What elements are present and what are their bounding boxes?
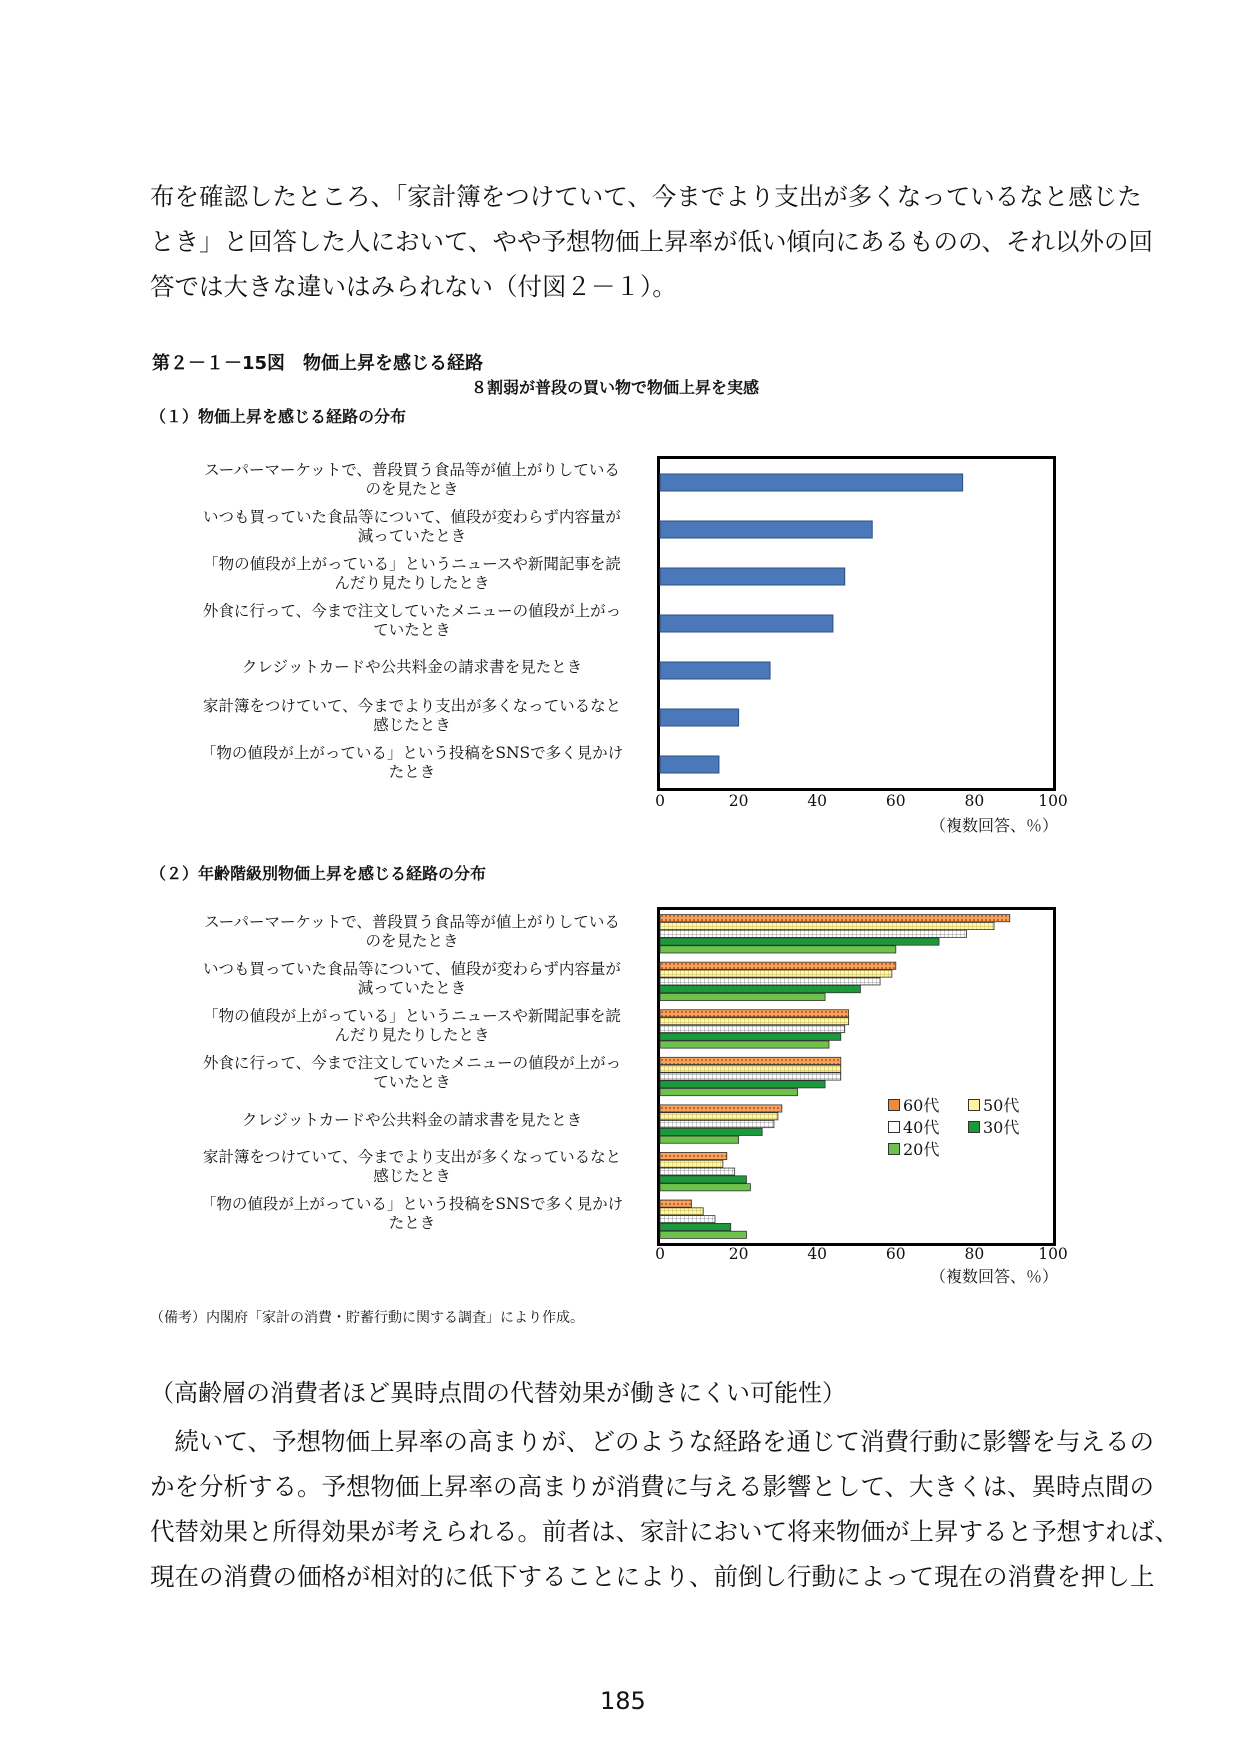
bar: [660, 1057, 841, 1064]
bar: [660, 1223, 731, 1230]
intro-paragraph: [150, 174, 1154, 309]
legend-item-30s: 30代: [968, 1117, 1019, 1139]
category-label: いつも買っていた食品等について、値段が変わらず内容量が 減っていたとき: [203, 508, 621, 545]
panel1-title: （１）物価上昇を感じる経路の分布: [150, 407, 407, 426]
bar: [660, 1041, 829, 1048]
panel2-title: （２）年齢階級別物価上昇を感じる経路の分布: [150, 864, 487, 883]
bar: [660, 1010, 849, 1017]
figure-source-note: （備考）内閣府「家計の消費・貯蓄行動に関する調査」により作成。: [150, 1310, 584, 1326]
body-line: かを分析する。予想物価上昇率の高まりが消費に与える影響として、大きくは、異時点間の: [150, 1472, 1155, 1501]
category-label: 家計簿をつけていて、今までより支出が多くなっているなと 感じたとき: [202, 1148, 622, 1185]
panel2-plot-area: [657, 907, 1056, 1246]
bar: [660, 568, 845, 585]
bar: [660, 970, 892, 977]
bar: [660, 1065, 841, 1072]
legend-swatch: [888, 1121, 900, 1133]
body-line: 現在の消費の価格が相対的に低下することにより、前倒し行動によって現在の消費を押し上: [150, 1562, 1155, 1591]
category-label: 外食に行って、今まで注文していたメニューの値段が上がっ ていたとき: [202, 602, 622, 639]
x-tick-label: 80: [964, 1245, 985, 1263]
bar: [660, 474, 963, 491]
body-line: 続いて、予想物価上昇率の高まりが、どのような経路を通じて消費行動に影響を与えるの: [150, 1427, 1155, 1456]
category-label: クレジットカードや公共料金の請求書を見たとき: [241, 1111, 583, 1129]
bar: [660, 1216, 715, 1223]
panel1-unit-label: （複数回答、％）: [930, 816, 1059, 835]
legend-item-40s: 40代: [888, 1117, 939, 1139]
bar: [660, 1073, 841, 1080]
category-label: 家計簿をつけていて、今までより支出が多くなっているなと 感じたとき: [202, 697, 622, 734]
category-label: 「物の値段が上がっている」という投稿をSNSで多く見かけ たとき: [200, 1195, 624, 1232]
category-label: スーパーマーケットで、普段買う食品等が値上がりしている のを見たとき: [204, 461, 620, 498]
x-tick-label: 60: [885, 792, 906, 810]
bar: [660, 1136, 739, 1143]
bar: [660, 1128, 762, 1135]
x-tick-label: 20: [728, 792, 749, 810]
bar: [660, 709, 739, 726]
x-tick-label: 60: [885, 1245, 906, 1263]
legend-item-50s: 50代: [968, 1095, 1019, 1117]
legend-swatch: [968, 1121, 980, 1133]
intro-line: とき」と回答した人において、やや予想物価上昇率が低い傾向にあるものの、それ以外の回: [150, 227, 1154, 256]
bar: [660, 1168, 735, 1175]
category-label: いつも買っていた食品等について、値段が変わらず内容量が 減っていたとき: [203, 960, 621, 997]
bar: [660, 1033, 841, 1040]
panel2-chart: [660, 910, 1053, 1243]
x-tick-label: 0: [655, 1245, 665, 1263]
x-tick-label: 100: [1038, 1245, 1068, 1263]
bar: [660, 1025, 845, 1032]
intro-line: 答では大きな違いはみられない（付図２－１）。: [150, 272, 677, 301]
body-paragraph: [150, 1419, 1179, 1599]
x-tick-label: 0: [655, 792, 665, 810]
section-heading: （高齢層の消費者ほど異時点間の代替効果が働きにくい可能性）: [150, 1379, 846, 1407]
legend-item-60s: 60代: [888, 1095, 939, 1117]
panel1-plot-area: [657, 456, 1056, 791]
bar: [660, 756, 719, 773]
bar: [660, 662, 770, 679]
panel2-unit-label: （複数回答、％）: [930, 1267, 1059, 1286]
page-number: 185: [600, 1687, 646, 1715]
bar: [660, 1018, 849, 1025]
bar: [660, 938, 939, 945]
bar: [660, 993, 825, 1000]
category-label: 「物の値段が上がっている」という投稿をSNSで多く見かけ たとき: [200, 744, 624, 781]
figure-title: 第２－１－15図 物価上昇を感じる経路: [152, 353, 484, 374]
category-label: クレジットカードや公共料金の請求書を見たとき: [241, 658, 583, 676]
bar: [660, 1120, 774, 1127]
category-label: 「物の値段が上がっている」というニュースや新聞記事を読 んだり見たりしたとき: [203, 1007, 621, 1044]
x-tick-label: 20: [728, 1245, 749, 1263]
bar: [660, 1105, 782, 1112]
bar: [660, 1176, 746, 1183]
bar: [660, 1160, 723, 1167]
legend-item-20s: 20代: [888, 1139, 939, 1161]
x-tick-label: 40: [807, 792, 828, 810]
bar: [660, 1113, 778, 1120]
bar: [660, 946, 896, 953]
bar: [660, 615, 833, 632]
legend-swatch: [888, 1143, 900, 1155]
bar: [660, 1081, 825, 1088]
bar: [660, 521, 872, 538]
bar: [660, 986, 860, 993]
body-line: 代替効果と所得効果が考えられる。前者は、家計において将来物価が上昇すると予想すれば、: [150, 1517, 1179, 1546]
bar: [660, 978, 880, 985]
bar: [660, 1152, 727, 1159]
legend-swatch: [968, 1099, 980, 1111]
x-tick-label: 100: [1038, 792, 1068, 810]
bar: [660, 1200, 691, 1207]
category-label: 外食に行って、今まで注文していたメニューの値段が上がっ ていたとき: [202, 1054, 622, 1091]
legend-swatch: [888, 1099, 900, 1111]
bar: [660, 1184, 750, 1191]
category-label: 「物の値段が上がっている」というニュースや新聞記事を読 んだり見たりしたとき: [203, 555, 621, 592]
bar: [660, 915, 1010, 922]
bar: [660, 1089, 798, 1096]
category-label: スーパーマーケットで、普段買う食品等が値上がりしている のを見たとき: [204, 913, 620, 950]
bar: [660, 1208, 703, 1215]
figure-subtitle: ８割弱が普段の買い物で物価上昇を実感: [470, 378, 759, 397]
x-tick-label: 80: [964, 792, 985, 810]
bar: [660, 962, 896, 969]
x-tick-label: 40: [807, 1245, 828, 1263]
intro-line: 布を確認したところ、「家計簿をつけていて、今までより支出が多くなっているなと感じた: [150, 182, 1142, 211]
bar: [660, 1231, 746, 1238]
bar: [660, 930, 967, 937]
panel1-chart: [660, 459, 1053, 788]
bar: [660, 922, 994, 929]
